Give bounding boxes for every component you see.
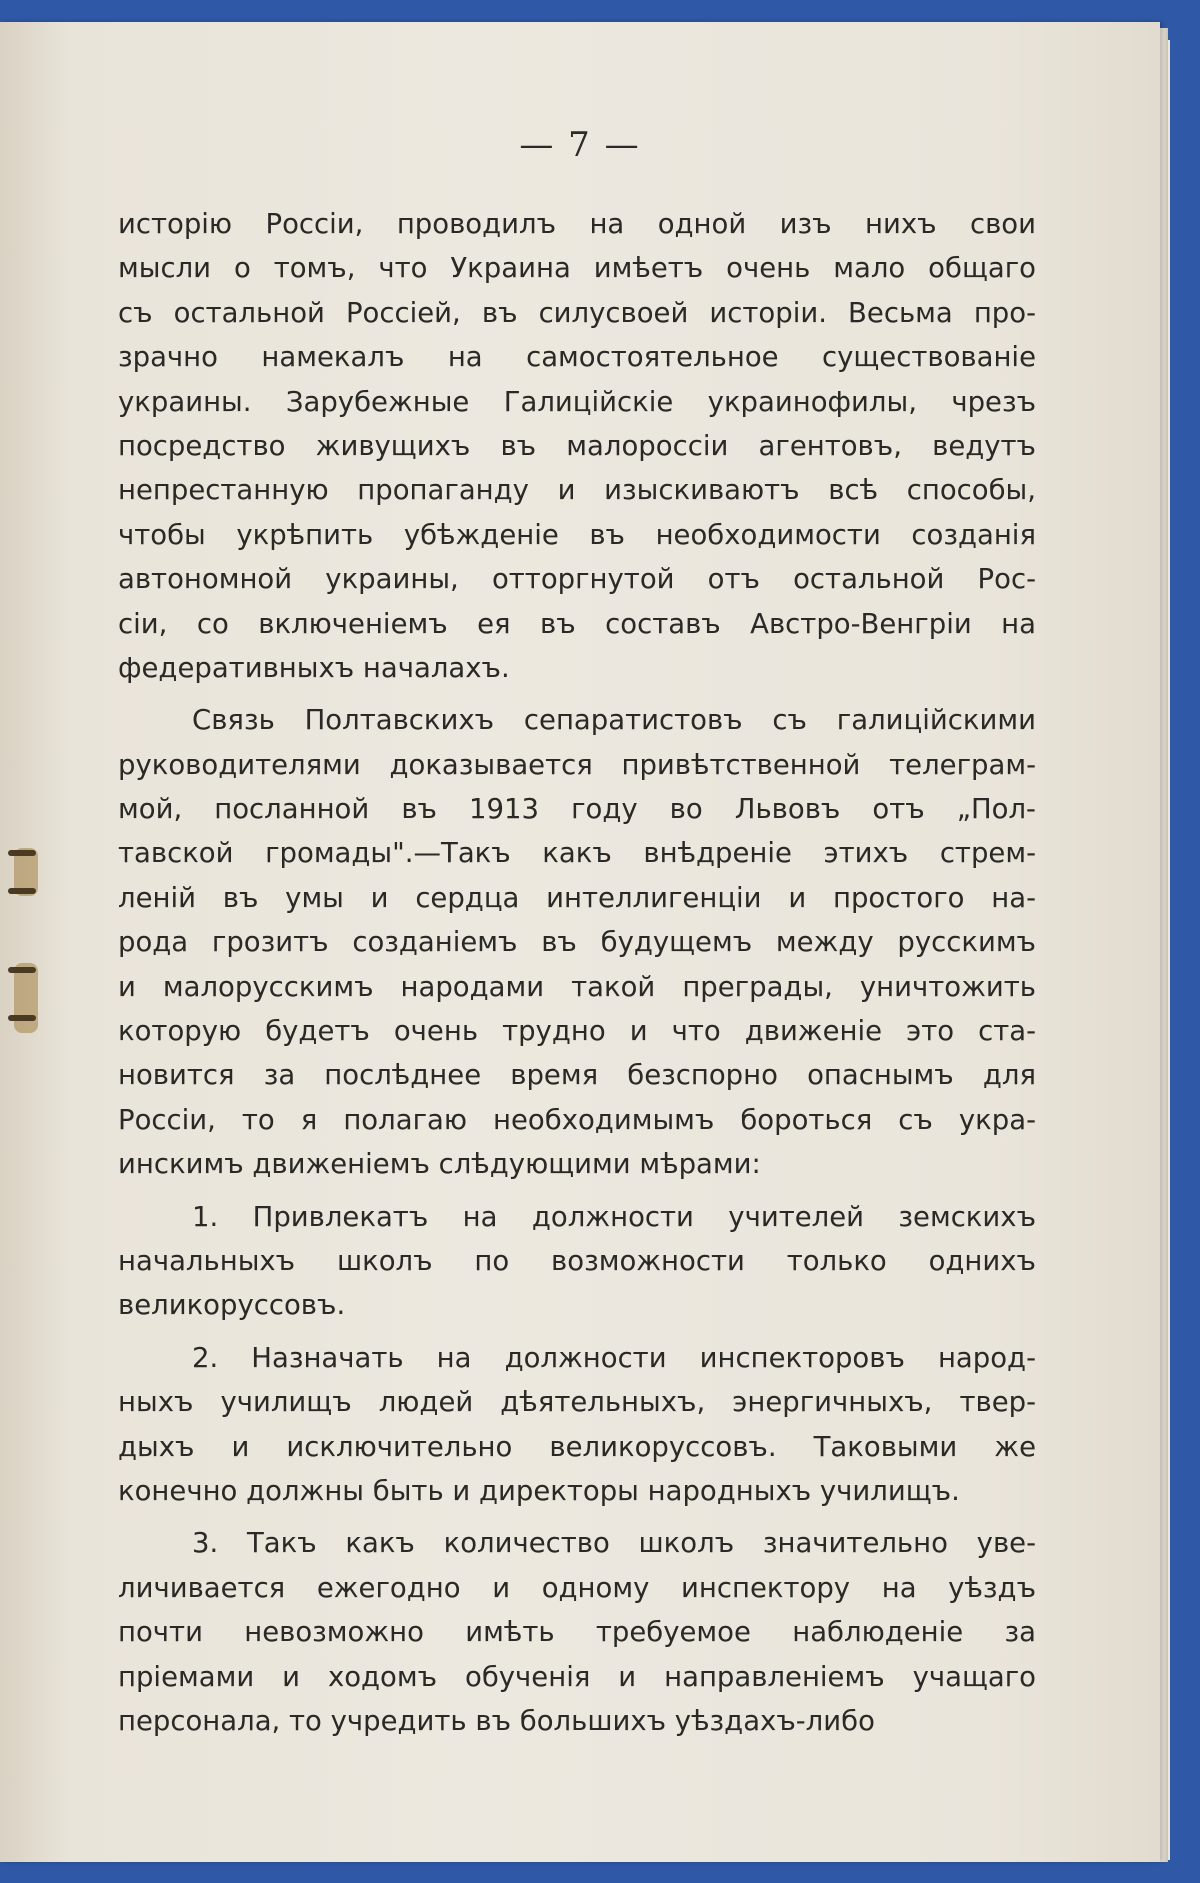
text-line: и малорусскимъ народами такой преграды, уничтожить xyxy=(118,970,1036,1003)
paragraph xyxy=(118,1195,1036,1328)
text-line: сіи, со включеніемъ ея въ составъ Австро-Венгріи на xyxy=(118,607,1036,640)
paragraph-gap xyxy=(118,1187,1036,1195)
text-line: дыхъ и исключительно великоруссовъ. Таковыми же xyxy=(118,1430,1036,1463)
paragraph xyxy=(118,1336,1036,1514)
text-line: автономной украины, отторгнутой отъ остальной Рос- xyxy=(118,563,1036,596)
text-line: зрачно намекалъ на самостоятельное существованіе xyxy=(118,341,1036,374)
text-line: украины. Зарубежные Галиційскіе украинофилы, чрезъ xyxy=(118,385,1036,418)
text-line: инскимъ движеніемъ слѣдующими мѣрами: xyxy=(118,1148,761,1181)
paragraph xyxy=(118,202,1036,690)
text-line: рода грозитъ созданіемъ въ будущемъ между русскимъ xyxy=(118,926,1036,959)
text-line: леній въ умы и сердца интеллигенціи и простого на- xyxy=(118,881,1036,914)
text-line: пріемами и ходомъ обученія и направленіемъ учащаго xyxy=(118,1660,1036,1693)
binding-stitch-top xyxy=(0,842,44,902)
text-line: начальныхъ школъ по возможности только однихъ xyxy=(118,1244,1036,1277)
text-line: тавской громады".—Такъ какъ внѣдреніе этихъ стрем- xyxy=(118,837,1036,870)
text-line: мой, посланной въ 1913 году во Львовъ отъ „Пол- xyxy=(118,793,1036,826)
text-line: Связь Полтавскихъ сепаратистовъ съ галиційскими xyxy=(192,704,1036,737)
text-line: великоруссовъ. xyxy=(118,1289,346,1322)
paragraph xyxy=(118,698,1036,1186)
text-line: личивается ежегодно и одному инспектору на уѣздъ xyxy=(118,1571,1036,1604)
paragraph-gap xyxy=(118,690,1036,698)
text-line: 3. Такъ какъ количество школъ значительно уве- xyxy=(192,1527,1036,1560)
text-line: съ остальной Россіей, въ силусвоей исторіи. Весьма про- xyxy=(118,296,1036,329)
text-line: которую будетъ очень трудно и что движеніе это ста- xyxy=(118,1015,1036,1048)
document-body xyxy=(118,202,1036,1743)
paragraph xyxy=(118,1521,1036,1743)
text-line: ныхъ училищъ людей дѣятельныхъ, энергичныхъ, твер- xyxy=(118,1386,1036,1419)
text-line: 1. Привлекатъ на должности учителей земскихъ xyxy=(192,1200,1036,1233)
paragraph-gap xyxy=(118,1328,1036,1336)
text-line: исторію Россіи, проводилъ на одной изъ нихъ свои xyxy=(118,208,1036,240)
binding-stitch-bottom xyxy=(0,957,44,1037)
text-line: новится за послѣднее время безспорно опаснымъ для xyxy=(118,1059,1036,1092)
text-line: мысли о томъ, что Украина имѣетъ очень мало общаго xyxy=(118,252,1036,285)
text-line: 2. Назначать на должности инспекторовъ народ- xyxy=(192,1341,1036,1374)
text-line: персонала, то учредить въ большихъ уѣздахъ-либо xyxy=(118,1704,875,1737)
text-line: непрестанную пропаганду и изыскиваютъ всѣ способы, xyxy=(118,474,1036,507)
text-line: почти невозможно имѣть требуемое наблюденіе за xyxy=(118,1616,1036,1649)
page-number: — 7 — xyxy=(519,125,641,165)
text-line: посредство живущихъ въ малороссіи агентовъ, ведутъ xyxy=(118,429,1036,462)
text-line: Россіи, то я полагаю необходимымъ бороться съ укра- xyxy=(118,1103,1036,1136)
paragraph-gap xyxy=(118,1513,1036,1521)
text-line: конечно должны быть и директоры народныхъ училищъ. xyxy=(118,1474,960,1507)
text-line: федеративныхъ началахъ. xyxy=(118,651,510,684)
text-line: руководителями доказывается привѣтственной телеграм- xyxy=(118,748,1036,781)
text-line: чтобы укрѣпить убѣжденіе въ необходимости созданія xyxy=(118,518,1036,551)
